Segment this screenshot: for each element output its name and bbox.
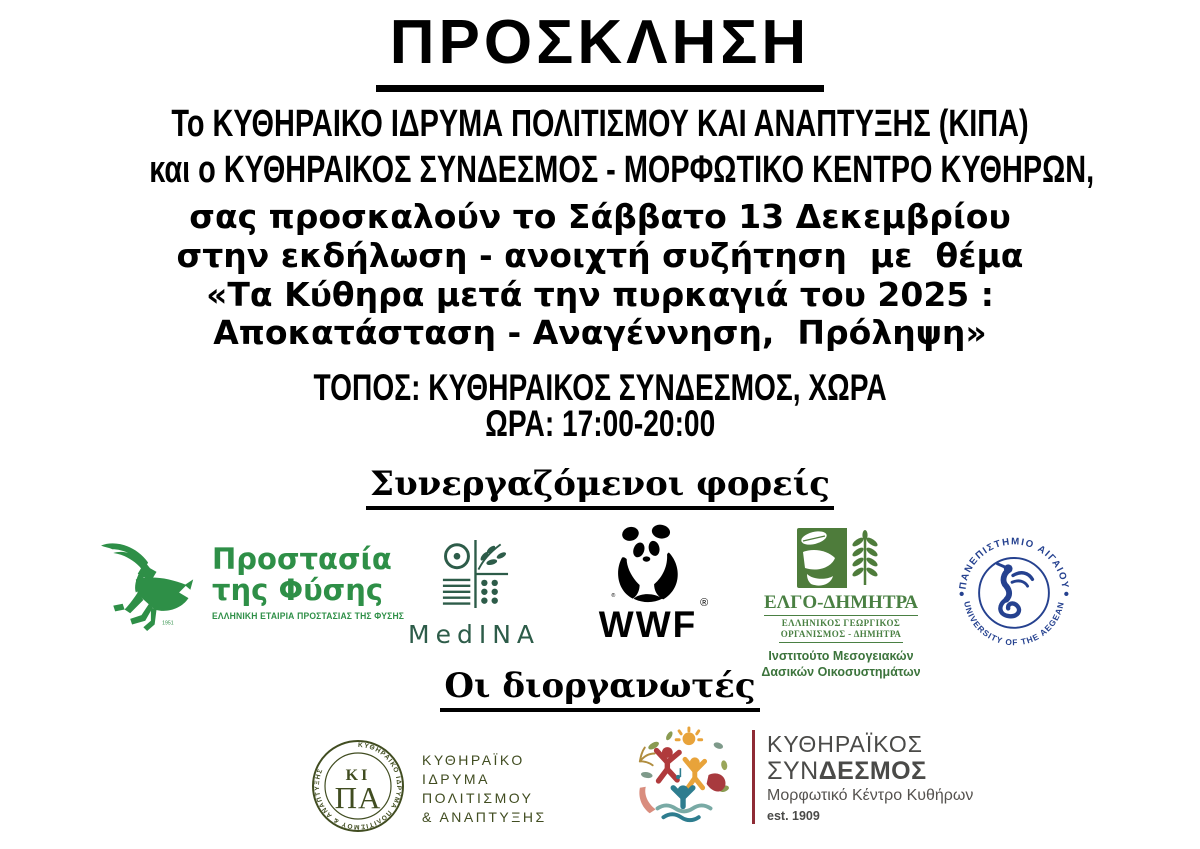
invite-line-2: στην εκδήλωση - ανοιχτή συζήτηση με θέμα: [176, 236, 1024, 275]
kipa-monogram-top: ΚΙ: [345, 767, 371, 784]
theme-line-2: Αποκατάσταση - Αναγέννηση, Πρόληψη»: [213, 313, 987, 352]
kipa-line-1: ΚΥΘΗΡΑΪΚΟ: [422, 752, 525, 768]
kipa-text: [422, 751, 547, 827]
syndesmos-est: est. 1909: [767, 809, 820, 823]
intro-line-1: Το ΚΥΘΗΡΑΙΚΟ ΙΔΡΥΜΑ ΠΟΛΙΤΙΣΜΟΥ ΚΑΙ ΑΝΑΠΤΥΞΗΣ (ΚΙΠΑ): [171, 103, 1029, 145]
kipa-line-2: ΙΔΡΥΜΑ: [422, 771, 490, 787]
wwf-panda-icon: [602, 524, 694, 604]
eepf-title-line-2: της Φύσης: [212, 573, 384, 607]
svg-text:UNIVERSITY OF THE AEGEAN: [962, 600, 1066, 647]
venue-line: ΤΟΠΟΣ: ΚΥΘΗΡΑΙΚΟΣ ΣΥΝΔΕΣΜΟΣ, ΧΩΡΑ: [313, 367, 887, 408]
syndesmos-line-1: ΚΥΘΗΡΑΪΚΟΣ: [767, 731, 923, 757]
eepf-text: [212, 544, 425, 622]
elgo-title: ΕΛΓΟ-ΔΗΜΗΤΡΑ: [764, 592, 918, 616]
time-line: ΩΡΑ: 17:00-20:00: [485, 403, 715, 444]
kipa-monogram-bottom: ΠΑ: [334, 780, 382, 815]
eepf-year: 1951: [162, 620, 174, 627]
aegean-greek-arc: ΠΑΝΕΠΙΣΤΗΜΙΟ ΑΙΓΑΙΟΥ: [957, 536, 1071, 591]
wwf-wordmark: WWF ®: [598, 597, 711, 645]
theme-line-1: «Τα Κύθηρα μετά την πυρκαγιά του 2025 :: [206, 275, 994, 314]
kipa-line-3: ΠΟΛΙΤΙΣΜΟΥ: [422, 790, 534, 806]
aegean-english-arc: UNIVERSITY OF THE AEGEAN: [962, 600, 1066, 648]
wwf-reg-mark: ®: [700, 597, 711, 609]
wwf-reg-left: ®: [611, 593, 616, 600]
partners-heading-row: [0, 464, 1200, 510]
logo-aegean: [950, 527, 1078, 653]
elgo-subtitle-line-2: ΟΡΓΑΝΙΣΜΟΣ - ΔΗΜΗΤΡΑ: [780, 628, 902, 639]
syndesmos-mosaic-icon: [634, 726, 736, 828]
medina-wordmark: MedINA: [408, 620, 540, 649]
ibex-icon: [96, 538, 202, 632]
medina-icon: [436, 537, 512, 611]
kipa-seal-icon: [310, 738, 406, 834]
elgo-subtitle: [779, 616, 904, 643]
page-title: ΠΡΟΣΚΛΗΣΗ: [376, 4, 824, 92]
hippocamp-figure: [998, 564, 1033, 616]
logo-elgo: [756, 528, 926, 680]
organizers-heading: Οι διοργανωτές: [440, 666, 759, 712]
elgo-emblem-icon: [797, 528, 885, 588]
partners-heading: Συνεργαζόμενοι φορείς: [366, 464, 834, 510]
invite-line-1: σας προσκαλούν το Σάββατο 13 Δεκεμβρίου: [189, 197, 1011, 236]
syndesmos-text: [767, 731, 973, 823]
elgo-institute-line-2: Δασικών Οικοσυστημάτων: [761, 665, 921, 679]
syndesmos-divider: [752, 730, 755, 824]
intro-line-2: και ο ΚΥΘΗΡΑΙΚΟΣ ΣΥΝΔΕΣΜΟΣ - ΜΟΡΦΩΤΙΚΟ ΚΕΝΤΡΟ ΚΥΘΗΡΩΝ,: [149, 149, 1095, 191]
kipa-line-4: & ΑΝΑΠΤΥΞΗΣ: [422, 809, 547, 825]
logo-syndesmos: [634, 726, 973, 828]
syndesmos-line-3: Μορφωτικό Κέντρο Κυθήρων: [767, 787, 974, 804]
syndesmos-line-2: ΣΥΝΔΕΣΜΟΣ: [767, 757, 927, 785]
kipa-ring-text: ΚΥΘΗΡΑΪΚΟ ΙΔΡΥΜΑ ΠΟΛΙΤΙΣΜΟΥ & ΑΝΑΠΤΥΞΗΣ: [313, 741, 403, 831]
elgo-subtitle-line-1: ΕΛΛΗΝΙΚΟΣ ΓΕΩΡΓΙΚΟΣ: [781, 618, 901, 628]
eepf-subtitle: ΕΛΛΗΝΙΚΗ ΕΤΑΙΡΙΑ ΠΡΟΣΤΑΣΙΑΣ ΤΗΣ ΦΥΣΗΣ: [212, 611, 405, 622]
title-row: [0, 4, 1200, 92]
eepf-title-line-1: Προστασία: [212, 542, 392, 576]
aegean-seal-icon: [950, 527, 1078, 653]
logo-medina: [408, 537, 540, 649]
logo-wwf: [598, 524, 711, 645]
logo-kipa: [310, 738, 547, 834]
organizers-heading-row: [0, 666, 1200, 712]
logo-eepf: [96, 538, 425, 632]
elgo-institute-line-1: Ινστιτούτο Μεσογειακών: [768, 649, 914, 663]
